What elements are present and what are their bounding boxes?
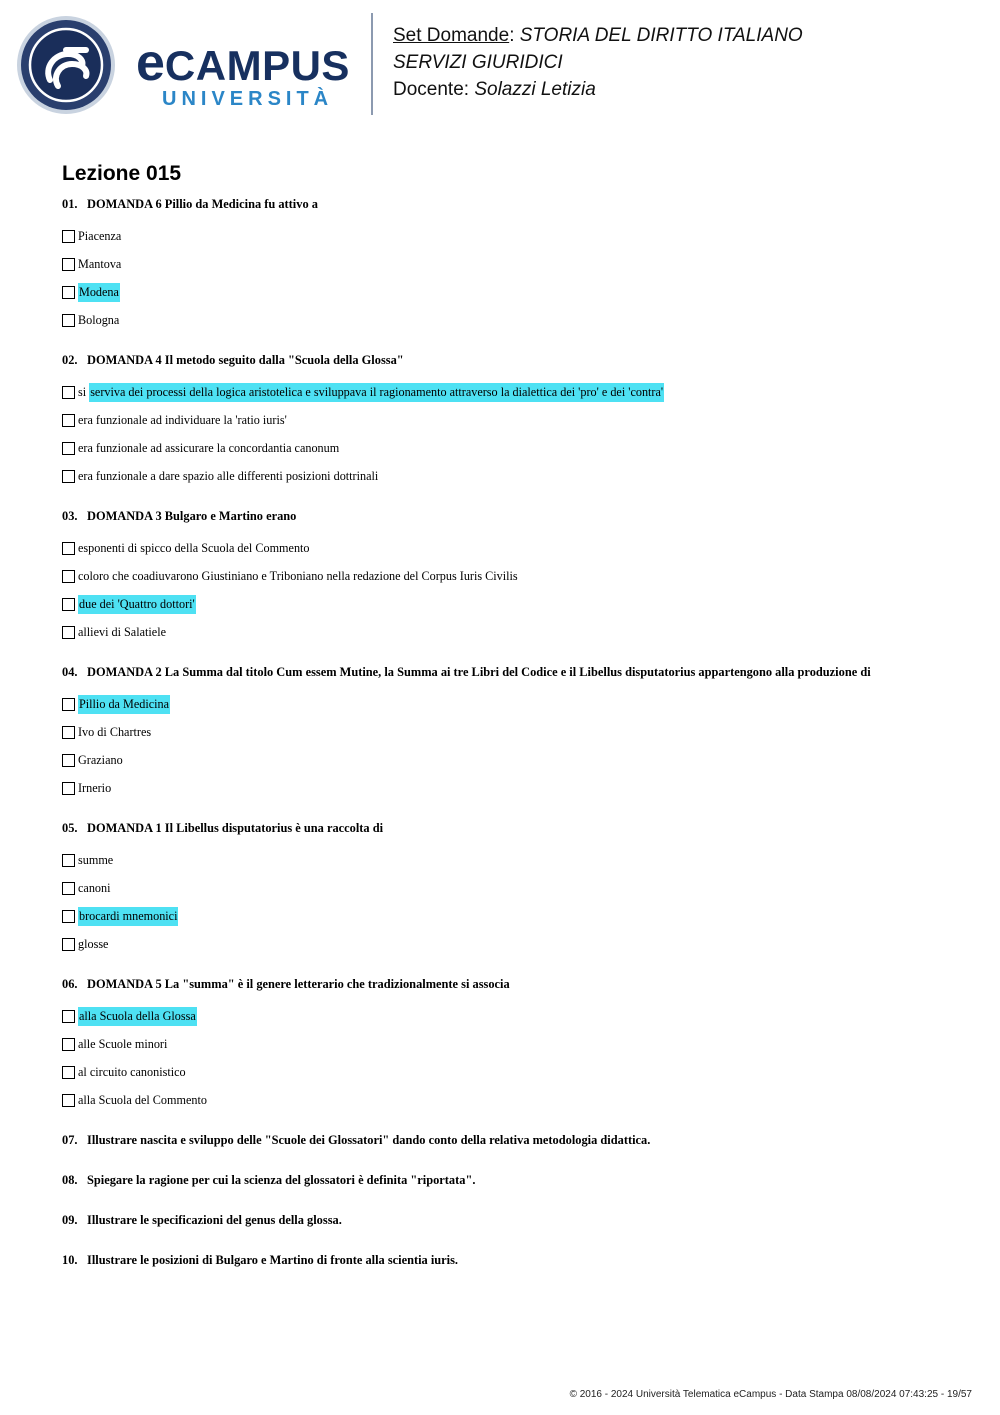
answer-option bbox=[62, 874, 962, 902]
correct-answer-text: brocardi mnemonici bbox=[78, 907, 178, 926]
answer-checkbox[interactable] bbox=[62, 258, 75, 271]
answer-checkbox[interactable] bbox=[62, 938, 75, 951]
answer-option bbox=[62, 278, 962, 306]
answer-checkbox[interactable] bbox=[62, 698, 75, 711]
set-domande-line: Set Domande: STORIA DEL DIRITTO ITALIANO bbox=[393, 25, 803, 46]
answer-checkbox[interactable] bbox=[62, 314, 75, 327]
answer-options bbox=[62, 846, 962, 958]
question-text: Illustrare nascita e sviluppo delle "Scuole dei Glossatori" dando conto della relativa metodologia didattica. bbox=[87, 1133, 651, 1147]
lesson-title: Lezione 015 bbox=[62, 162, 182, 185]
answer-option bbox=[62, 1058, 962, 1086]
answer-option bbox=[62, 618, 962, 646]
answer-option bbox=[62, 462, 962, 490]
course-meta bbox=[393, 22, 803, 103]
page-header bbox=[0, 0, 1000, 130]
teacher-line bbox=[393, 76, 803, 103]
answer-option bbox=[62, 1030, 962, 1058]
correct-answer-text: serviva dei processi della logica aristotelica e sviluppava il ragionamento attraverso la dialettica dei 'pro' e dei 'contra' bbox=[89, 383, 664, 402]
answer-text: esponenti di spicco della Scuola del Commento bbox=[78, 540, 310, 555]
question-text: DOMANDA 6 Pillio da Medicina fu attivo a bbox=[87, 197, 318, 211]
answer-text: coloro che coadiuvarono Giustiniano e Triboniano nella redazione del Corpus Iuris Civilis bbox=[78, 568, 518, 583]
answer-checkbox[interactable] bbox=[62, 598, 75, 611]
answer-checkbox[interactable] bbox=[62, 470, 75, 483]
correct-answer-text: Modena bbox=[78, 283, 120, 302]
answer-options bbox=[62, 378, 962, 490]
answer-checkbox[interactable] bbox=[62, 414, 75, 427]
answer-option bbox=[62, 590, 962, 618]
answer-checkbox[interactable] bbox=[62, 386, 75, 399]
question-number: 02. bbox=[62, 353, 78, 367]
answer-checkbox[interactable] bbox=[62, 1038, 75, 1051]
question-text: Illustrare le specificazioni del genus della glossa. bbox=[87, 1213, 342, 1227]
answer-checkbox[interactable] bbox=[62, 626, 75, 639]
answer-option bbox=[62, 930, 962, 958]
ecampus-emblem-icon bbox=[14, 14, 124, 118]
answer-option bbox=[62, 306, 962, 334]
answer-checkbox[interactable] bbox=[62, 1066, 75, 1079]
question-number: 09. bbox=[62, 1213, 78, 1227]
set-label: Set Domande bbox=[393, 25, 510, 46]
question-text: DOMANDA 2 La Summa dal titolo Cum essem Mutine, la Summa ai tre Libri del Codice e il Libellus disputatorius appartengono alla produzione di bbox=[87, 665, 871, 679]
answer-option bbox=[62, 746, 962, 774]
answer-checkbox[interactable] bbox=[62, 286, 75, 299]
answer-option bbox=[62, 250, 962, 278]
answer-prefix: si bbox=[78, 384, 90, 399]
answer-text: canoni bbox=[78, 880, 111, 895]
teacher-label: Docente: bbox=[393, 79, 470, 100]
answer-option bbox=[62, 434, 962, 462]
question-heading bbox=[62, 508, 962, 524]
question-number: 04. bbox=[62, 665, 78, 679]
question-number: 10. bbox=[62, 1253, 78, 1267]
answer-option bbox=[62, 774, 962, 802]
question-heading bbox=[62, 352, 962, 368]
answer-option bbox=[62, 902, 962, 930]
answer-checkbox[interactable] bbox=[62, 782, 75, 795]
answer-text: Ivo di Chartres bbox=[78, 724, 152, 739]
question-number: 03. bbox=[62, 509, 78, 523]
question-text: Spiegare la ragione per cui la scienza del glossatori è definita "riportata". bbox=[87, 1173, 476, 1187]
answer-text: era funzionale ad individuare la 'ratio iuris' bbox=[78, 412, 287, 427]
answer-checkbox[interactable] bbox=[62, 726, 75, 739]
question-text: DOMANDA 5 La "summa" è il genere letterario che tradizionalmente si associa bbox=[87, 977, 510, 991]
question-heading bbox=[62, 820, 962, 836]
question-text: DOMANDA 3 Bulgaro e Martino erano bbox=[87, 509, 297, 523]
answer-option bbox=[62, 1002, 962, 1030]
answer-text: era funzionale ad assicurare la concordantia canonum bbox=[78, 440, 340, 455]
question-text: Illustrare le posizioni di Bulgaro e Martino di fronte alla scientia iuris. bbox=[87, 1253, 459, 1267]
logo-wordmark: eCAMPUS bbox=[136, 34, 350, 92]
answer-text: summe bbox=[78, 852, 114, 867]
answer-checkbox[interactable] bbox=[62, 1010, 75, 1023]
answer-option bbox=[62, 378, 962, 406]
answer-option bbox=[62, 406, 962, 434]
open-question bbox=[62, 1172, 962, 1188]
question-number: 01. bbox=[62, 197, 78, 211]
open-question bbox=[62, 1212, 962, 1228]
ecampus-logo bbox=[14, 14, 359, 118]
course-title-line1: STORIA DEL DIRITTO ITALIANO bbox=[519, 25, 803, 46]
answer-checkbox[interactable] bbox=[62, 1094, 75, 1107]
answer-text: alla Scuola del Commento bbox=[78, 1092, 207, 1107]
answer-text: al circuito canonistico bbox=[78, 1064, 186, 1079]
answer-text: glosse bbox=[78, 936, 109, 951]
answer-text: Irnerio bbox=[78, 780, 112, 795]
answer-checkbox[interactable] bbox=[62, 754, 75, 767]
header-divider bbox=[371, 13, 373, 115]
answer-option bbox=[62, 718, 962, 746]
answer-options bbox=[62, 222, 962, 334]
course-title-line2-row bbox=[393, 49, 803, 76]
open-question bbox=[62, 1132, 962, 1148]
answer-checkbox[interactable] bbox=[62, 230, 75, 243]
question-heading bbox=[62, 196, 962, 212]
correct-answer-text: alla Scuola della Glossa bbox=[78, 1007, 197, 1026]
answer-option bbox=[62, 534, 962, 562]
answer-option bbox=[62, 1086, 962, 1114]
question-text: DOMANDA 1 Il Libellus disputatorius è una raccolta di bbox=[87, 821, 384, 835]
question-number: 07. bbox=[62, 1133, 78, 1147]
answer-options bbox=[62, 1002, 962, 1114]
course-title-line2: SERVIZI GIURIDICI bbox=[393, 52, 563, 73]
answer-option bbox=[62, 562, 962, 590]
answer-checkbox[interactable] bbox=[62, 442, 75, 455]
question-list bbox=[62, 196, 962, 1292]
open-question bbox=[62, 1252, 962, 1268]
answer-checkbox[interactable] bbox=[62, 910, 75, 923]
question-heading bbox=[62, 976, 962, 992]
question-number: 08. bbox=[62, 1173, 78, 1187]
answer-option bbox=[62, 690, 962, 718]
answer-text: era funzionale a dare spazio alle differenti posizioni dottrinali bbox=[78, 468, 379, 483]
correct-answer-text: due dei 'Quattro dottori' bbox=[78, 595, 196, 614]
correct-answer-text: Pillio da Medicina bbox=[78, 695, 170, 714]
answer-options bbox=[62, 534, 962, 646]
question-text: DOMANDA 4 Il metodo seguito dalla "Scuola della Glossa" bbox=[87, 353, 404, 367]
answer-text: Graziano bbox=[78, 752, 123, 767]
answer-text: Mantova bbox=[78, 256, 122, 271]
answer-text: allievi di Salatiele bbox=[78, 624, 166, 639]
answer-options bbox=[62, 690, 962, 802]
page-footer: © 2016 - 2024 Università Telematica eCampus - Data Stampa 08/08/2024 07:43:25 - 19/57 bbox=[569, 1389, 972, 1400]
answer-text: Bologna bbox=[78, 312, 120, 327]
answer-checkbox[interactable] bbox=[62, 882, 75, 895]
question-number: 06. bbox=[62, 977, 78, 991]
answer-checkbox[interactable] bbox=[62, 570, 75, 583]
answer-checkbox[interactable] bbox=[62, 542, 75, 555]
logo-subtitle: UNIVERSITÀ bbox=[162, 88, 334, 110]
answer-checkbox[interactable] bbox=[62, 854, 75, 867]
question-heading bbox=[62, 664, 962, 680]
answer-text: Piacenza bbox=[78, 228, 122, 243]
answer-text: alle Scuole minori bbox=[78, 1036, 168, 1051]
teacher-name: Solazzi Letizia bbox=[474, 79, 596, 100]
answer-option bbox=[62, 222, 962, 250]
question-number: 05. bbox=[62, 821, 78, 835]
answer-option bbox=[62, 846, 962, 874]
